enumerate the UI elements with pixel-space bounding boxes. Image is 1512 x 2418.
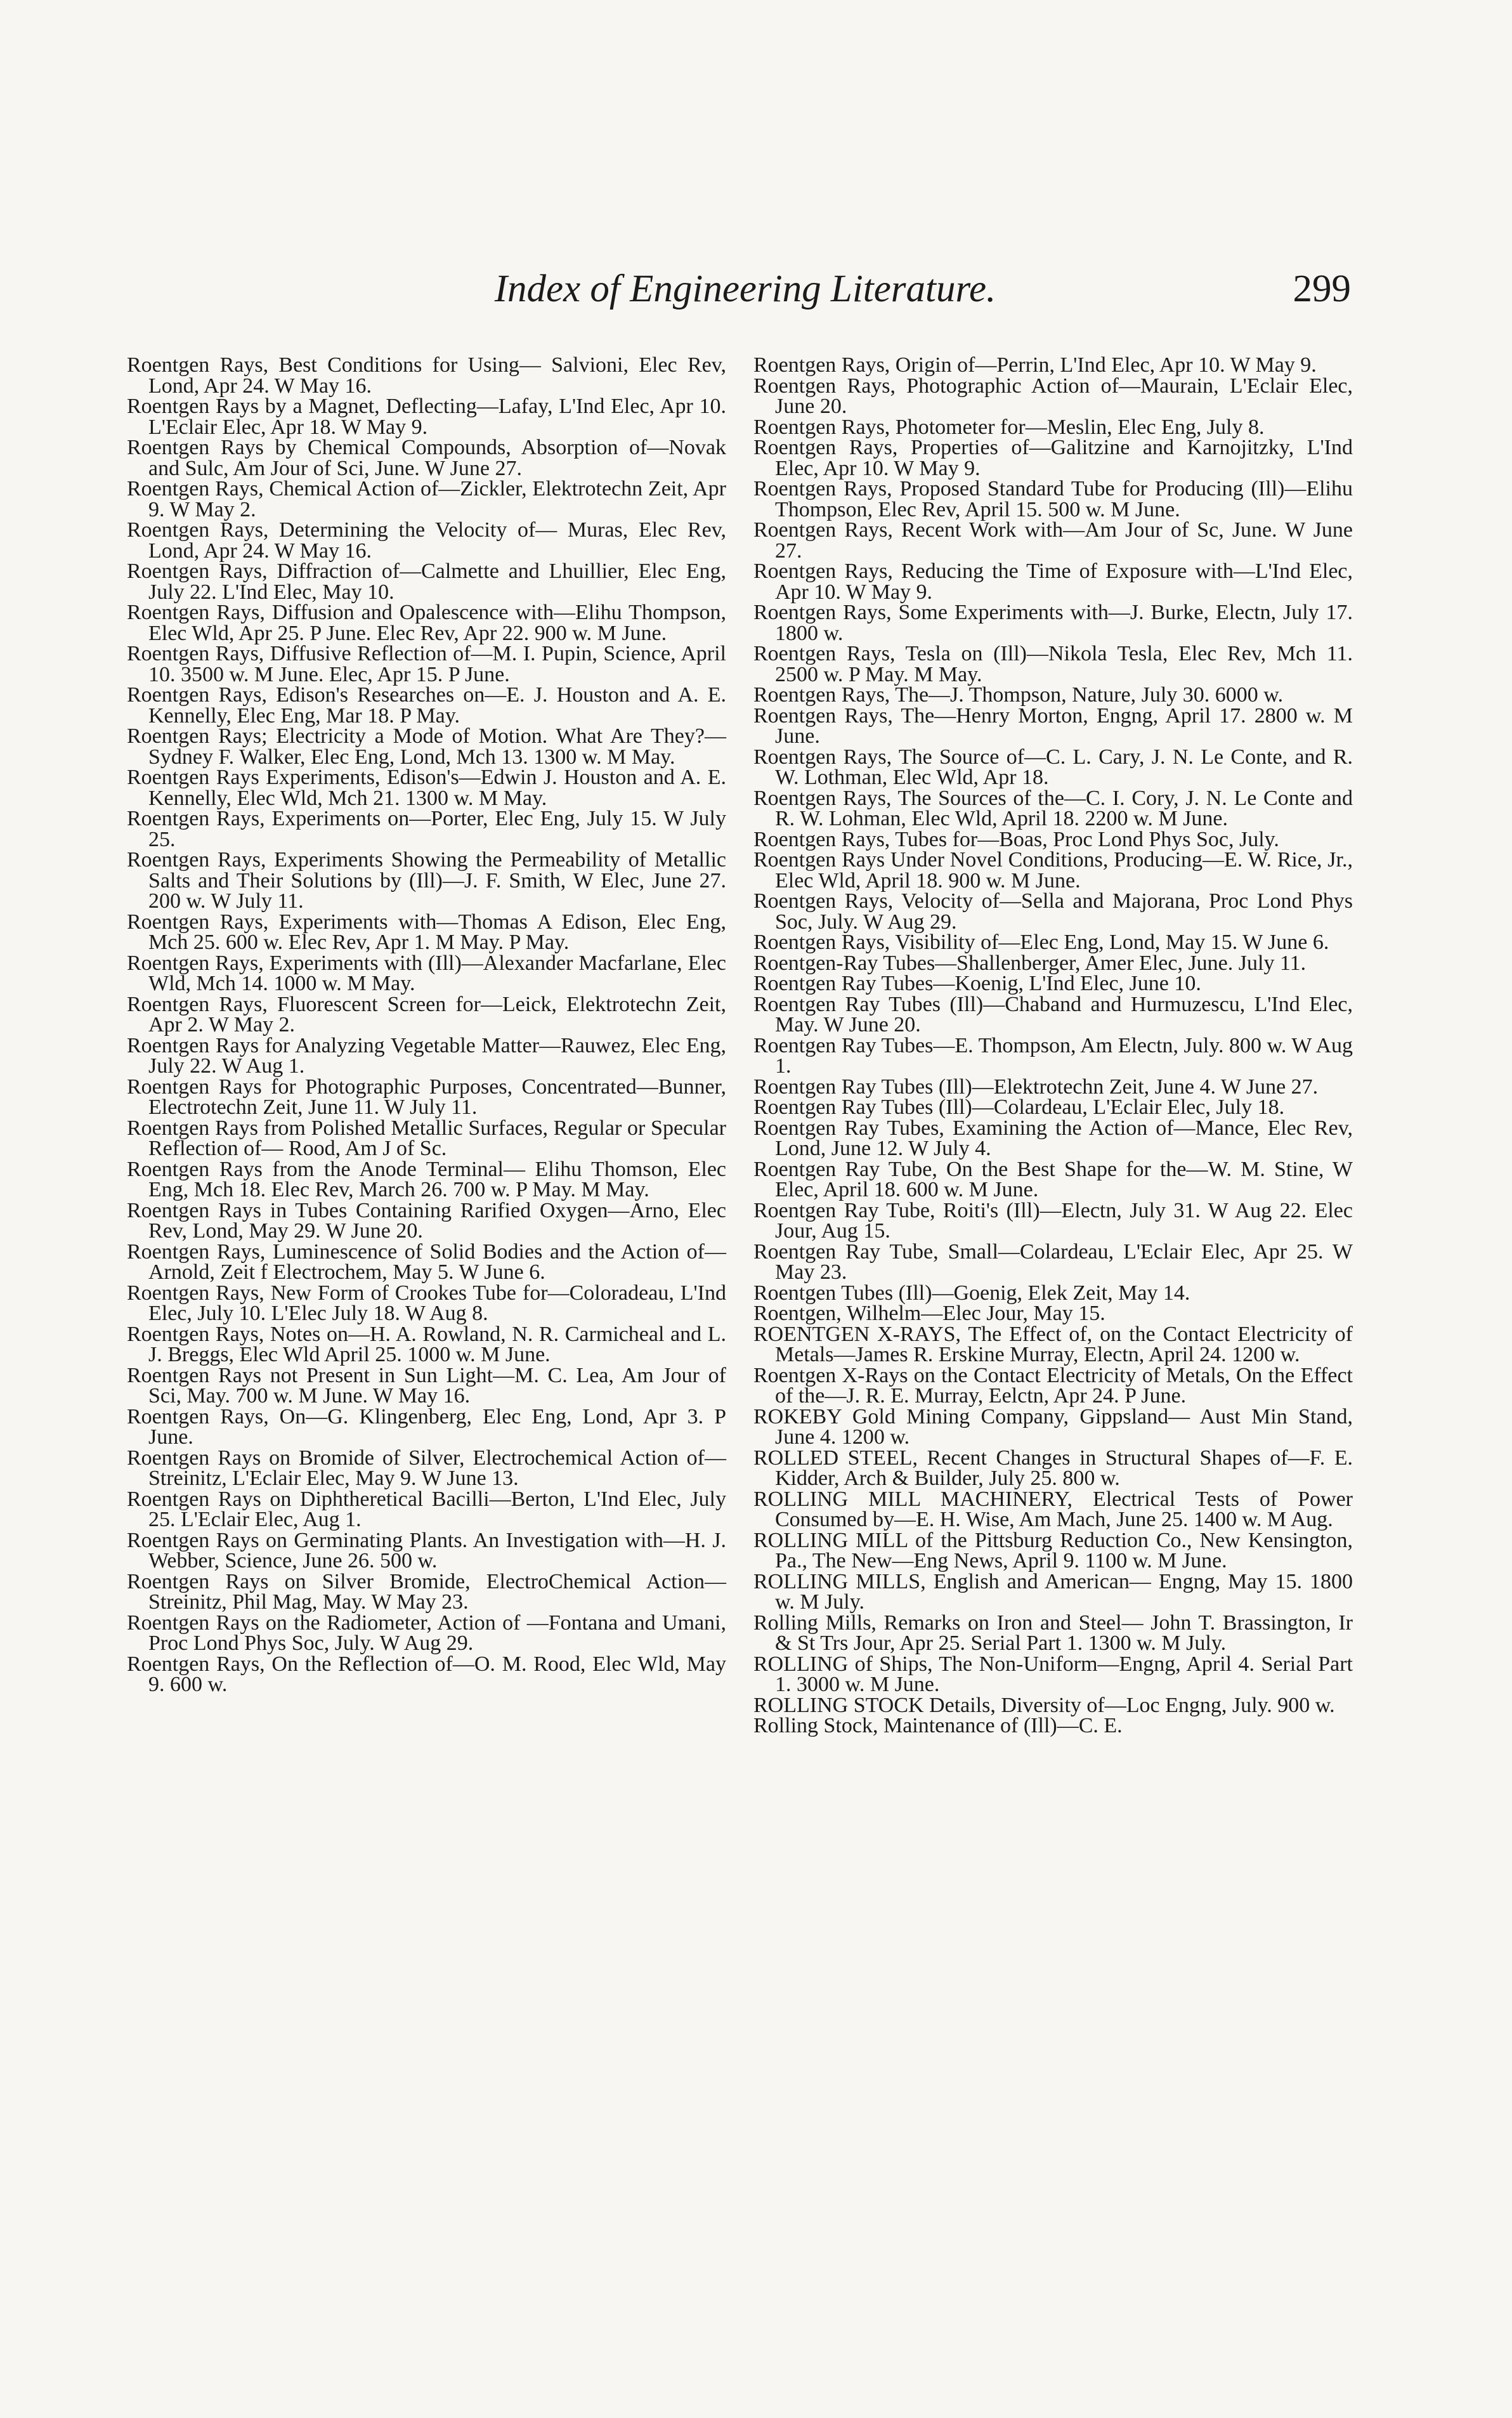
index-entry: Roentgen Rays; Electricity a Mode of Motion. What Are They?—Sydney F. Walker, Elec Eng, Lond, Mch 13. 1300 w. M May. bbox=[127, 724, 726, 769]
index-entry: Roentgen Rays, On—G. Klingenberg, Elec Eng, Lond, Apr 3. P June. bbox=[127, 1404, 726, 1449]
page-number: 299 bbox=[1293, 268, 1351, 310]
index-entry: Roentgen Rays on Silver Bromide, ElectroChemical Action—Streinitz, Phil Mag, May. W May 23. bbox=[127, 1569, 726, 1614]
index-entry: Roentgen Ray Tubes—E. Thompson, Am Electn, July. 800 w. W Aug 1. bbox=[753, 1033, 1353, 1078]
index-entry: Roentgen-Ray Tubes—Shallenberger, Amer Elec, June. July 11. bbox=[753, 951, 1307, 975]
index-entry: ROKEBY Gold Mining Company, Gippsland— Aust Min Stand, June 4. 1200 w. bbox=[753, 1404, 1353, 1449]
index-entry: Rolling Mills, Remarks on Iron and Steel— John T. Brassington, Ir & St Trs Jour, Apr 25. Serial Part 1. 1300 w. M July. bbox=[753, 1611, 1353, 1655]
index-entry: Roentgen Rays, The—Henry Morton, Engng, April 17. 2800 w. M June. bbox=[753, 703, 1353, 748]
index-entry: Roentgen Rays for Photographic Purposes, Concentrated—Bunner, Electrotechn Zeit, June 11. W July 11. bbox=[127, 1075, 726, 1119]
index-entry: Roentgen Rays, Proposed Standard Tube for Producing (Ill)—Elihu Thompson, Elec Rev, April 15. 500 w. M June. bbox=[753, 477, 1353, 521]
index-entry: Roentgen Rays, Origin of—Perrin, L'Ind Elec, Apr 10. W May 9. bbox=[753, 353, 1317, 377]
index-entry: Roentgen Rays, Notes on—H. A. Rowland, N. R. Carmicheal and L. J. Breggs, Elec Wld April 25. 1000 w. M June. bbox=[127, 1322, 726, 1366]
index-entry: Roentgen Rays on Diphtheretical Bacilli—Berton, L'Ind Elec, July 25. L'Eclair Elec, Aug 1. bbox=[127, 1487, 726, 1531]
index-entry: Roentgen Rays, Edison's Researches on—E. J. Houston and A. E. Kennelly, Elec Eng, Mar 18. P May. bbox=[127, 683, 726, 728]
index-entry: ROENTGEN X-RAYS, The Effect of, on the Contact Electricity of Metals—James R. Erskine Murray, Electn, April 24. 1200 w. bbox=[753, 1322, 1353, 1366]
index-entry: Roentgen Rays in Tubes Containing Rarified Oxygen—Arno, Elec Rev, Lond, May 29. W June 20. bbox=[127, 1198, 726, 1243]
index-entry: Roentgen Ray Tubes (Ill)—Chaband and Hurmuzescu, L'Ind Elec, May. W June 20. bbox=[753, 992, 1353, 1036]
index-entry: Roentgen Rays, Diffusive Reflection of—M. I. Pupin, Science, April 10. 3500 w. M June. Elec, Apr 15. P June. bbox=[127, 642, 726, 686]
index-entry: Roentgen Ray Tubes—Koenig, L'Ind Elec, June 10. bbox=[753, 972, 1201, 995]
index-entry: Roentgen Rays, Best Conditions for Using— Salvioni, Elec Rev, Lond, Apr 24. W May 16. bbox=[127, 353, 726, 398]
index-entry: Roentgen Rays for Analyzing Vegetable Matter—Rauwez, Elec Eng, July 22. W Aug 1. bbox=[127, 1033, 726, 1078]
index-entry: Roentgen Ray Tubes, Examining the Action of—Mance, Elec Rev, Lond, June 12. W July 4. bbox=[753, 1116, 1353, 1160]
index-entry: Roentgen Rays by Chemical Compounds, Absorption of—Novak and Sulc, Am Jour of Sci, June. W June 27. bbox=[127, 436, 726, 480]
index-entry: Roentgen Rays from the Anode Terminal— Elihu Thomson, Elec Eng, Mch 18. Elec Rev, March 26. 700 w. P May. M May. bbox=[127, 1157, 726, 1201]
index-entry: Roentgen Rays, Tubes for—Boas, Proc Lond Phys Soc, July. bbox=[753, 827, 1279, 851]
index-entry: Roentgen Rays, The Source of—C. L. Cary, J. N. Le Conte, and R. W. Lothman, Elec Wld, Apr 18. bbox=[753, 745, 1353, 789]
index-entry: ROLLING MILL MACHINERY, Electrical Tests of Power Consumed by—E. H. Wise, Am Mach, June 25. 1400 w. M Aug. bbox=[753, 1487, 1353, 1531]
index-entry: Roentgen Ray Tube, On the Best Shape for the—W. M. Stine, W Elec, April 18. 600 w. M June. bbox=[753, 1157, 1353, 1201]
index-entry: Roentgen Rays Experiments, Edison's—Edwin J. Houston and A. E. Kennelly, Elec Wld, Mch 21. 1300 w. M May. bbox=[127, 766, 726, 810]
index-entry: Roentgen, Wilhelm—Elec Jour, May 15. bbox=[753, 1302, 1105, 1325]
index-entry: Roentgen Rays, Experiments on—Porter, Elec Eng, July 15. W July 25. bbox=[127, 807, 726, 851]
index-entry: Roentgen Rays, Reducing the Time of Exposure with—L'Ind Elec, Apr 10. W May 9. bbox=[753, 559, 1353, 604]
index-entry: Roentgen Rays, The—J. Thompson, Nature, July 30. 6000 w. bbox=[753, 683, 1284, 707]
index-entry: Roentgen Rays from Polished Metallic Surfaces, Regular or Specular Reflection of— Rood, Am J of Sc. bbox=[127, 1116, 726, 1160]
index-entry: Roentgen Rays, Recent Work with—Am Jour of Sc, June. W June 27. bbox=[753, 518, 1353, 563]
index-entry: Roentgen Rays, Some Experiments with—J. Burke, Electn, July 17. 1800 w. bbox=[753, 601, 1353, 645]
right-column bbox=[753, 355, 1353, 1737]
index-entry: Roentgen Rays on the Radiometer, Action of —Fontana and Umani, Proc Lond Phys Soc, July. W Aug 29. bbox=[127, 1611, 726, 1655]
index-entry: Roentgen Rays, Tesla on (Ill)—Nikola Tesla, Elec Rev, Mch 11. 2500 w. P May. M May. bbox=[753, 642, 1353, 686]
index-entry: Roentgen Rays on Bromide of Silver, Electrochemical Action of—Streinitz, L'Eclair Elec, May 9. W June 13. bbox=[127, 1446, 726, 1490]
index-entry: Roentgen Rays Under Novel Conditions, Producing—E. W. Rice, Jr., Elec Wld, April 18. 900 w. M June. bbox=[753, 848, 1353, 892]
index-entry: Roentgen Rays, Properties of—Galitzine and Karnojitzky, L'Ind Elec, Apr 10. W May 9. bbox=[753, 436, 1353, 480]
index-entry: Roentgen Rays, Chemical Action of—Zickler, Elektrotechn Zeit, Apr 9. W May 2. bbox=[127, 477, 726, 521]
running-header-title: Index of Engineering Literature. bbox=[494, 268, 996, 310]
index-entry: ROLLING MILL of the Pittsburg Reduction Co., New Kensington, Pa., The New—Eng News, April 9. 1100 w. M June. bbox=[753, 1528, 1353, 1572]
index-entry: Roentgen Rays on Germinating Plants. An Investigation with—H. J. Webber, Science, June 26. 500 w. bbox=[127, 1528, 726, 1572]
index-entry: Roentgen Rays, Luminescence of Solid Bodies and the Action of—Arnold, Zeit f Electrochem, May 5. W June 6. bbox=[127, 1239, 726, 1284]
index-entry: Roentgen Rays by a Magnet, Deflecting—Lafay, L'Ind Elec, Apr 10. L'Eclair Elec, Apr 18. W May 9. bbox=[127, 395, 726, 439]
index-entry: Rolling Stock, Maintenance of (Ill)—C. E. bbox=[753, 1714, 1123, 1737]
index-entry: Roentgen Ray Tube, Roiti's (Ill)—Electn, July 31. W Aug 22. Elec Jour, Aug 15. bbox=[753, 1198, 1353, 1243]
index-entry: Roentgen Rays, New Form of Crookes Tube for—Coloradeau, L'Ind Elec, July 10. L'Elec July 18. W Aug 8. bbox=[127, 1281, 726, 1325]
index-entry: Roentgen Rays, The Sources of the—C. I. Cory, J. N. Le Conte and R. W. Lohman, Elec Wld, April 18. 2200 w. M June. bbox=[753, 786, 1353, 830]
index-entry: ROLLING of Ships, The Non-Uniform—Engng, April 4. Serial Part 1. 3000 w. M June. bbox=[753, 1652, 1353, 1696]
index-entry: Roentgen Rays, Experiments with (Ill)—Alexander Macfarlane, Elec Wld, Mch 14. 1000 w. M May. bbox=[127, 951, 726, 995]
index-entry: Roentgen Rays, Velocity of—Sella and Majorana, Proc Lond Phys Soc, July. W Aug 29. bbox=[753, 889, 1353, 934]
index-entry: Roentgen Ray Tubes (Ill)—Colardeau, L'Eclair Elec, July 18. bbox=[753, 1095, 1285, 1119]
index-entry: ROLLING STOCK Details, Diversity of—Loc Engng, July. 900 w. bbox=[753, 1693, 1335, 1717]
index-entry: Roentgen Rays, Visibility of—Elec Eng, Lond, May 15. W June 6. bbox=[753, 931, 1329, 954]
index-entry: Roentgen Rays not Present in Sun Light—M. C. Lea, Am Jour of Sci, May. 700 w. M June. W May 16. bbox=[127, 1363, 726, 1408]
index-entry: Roentgen Rays, On the Reflection of—O. M. Rood, Elec Wld, May 9. 600 w. bbox=[127, 1652, 726, 1696]
index-entry: Roentgen Ray Tube, Small—Colardeau, L'Eclair Elec, Apr 25. W May 23. bbox=[753, 1239, 1353, 1284]
index-entry: Roentgen Rays, Determining the Velocity of— Muras, Elec Rev, Lond, Apr 24. W May 16. bbox=[127, 518, 726, 563]
index-entry: Roentgen Rays, Experiments Showing the Permeability of Metallic Salts and Their Solutions by (Ill)—J. F. Smith, W Elec, June 27. 200 w. W July 11. bbox=[127, 848, 726, 913]
index-entry: Roentgen Rays, Photographic Action of—Maurain, L'Eclair Elec, June 20. bbox=[753, 374, 1353, 418]
index-entry: ROLLED STEEL, Recent Changes in Structural Shapes of—F. E. Kidder, Arch & Builder, July 25. 800 w. bbox=[753, 1446, 1353, 1490]
index-entry: Roentgen Rays, Diffusion and Opalescence with—Elihu Thompson, Elec Wld, Apr 25. P June. Elec Rev, Apr 22. 900 w. M June. bbox=[127, 601, 726, 645]
index-entry: Roentgen Ray Tubes (Ill)—Elektrotechn Zeit, June 4. W June 27. bbox=[753, 1075, 1319, 1099]
index-entry: Roentgen Rays, Photometer for—Meslin, Elec Eng, July 8. bbox=[753, 415, 1265, 439]
index-entry: Roentgen X-Rays on the Contact Electricity of Metals, On the Effect of the—J. R. E. Murray, Eelctn, Apr 24. P June. bbox=[753, 1363, 1353, 1408]
index-entry: ROLLING MILLS, English and American— Engng, May 15. 1800 w. M July. bbox=[753, 1569, 1353, 1614]
index-entry: Roentgen Tubes (Ill)—Goenig, Elek Zeit, May 14. bbox=[753, 1281, 1190, 1305]
index-entry: Roentgen Rays, Experiments with—Thomas A Edison, Elec Eng, Mch 25. 600 w. Elec Rev, Apr 1. M May. P May. bbox=[127, 910, 726, 954]
index-entry: Roentgen Rays, Diffraction of—Calmette and Lhuillier, Elec Eng, July 22. L'Ind Elec, May 10. bbox=[127, 559, 726, 604]
index-entry: Roentgen Rays, Fluorescent Screen for—Leick, Elektrotechn Zeit, Apr 2. W May 2. bbox=[127, 992, 726, 1036]
left-column bbox=[127, 355, 726, 1696]
